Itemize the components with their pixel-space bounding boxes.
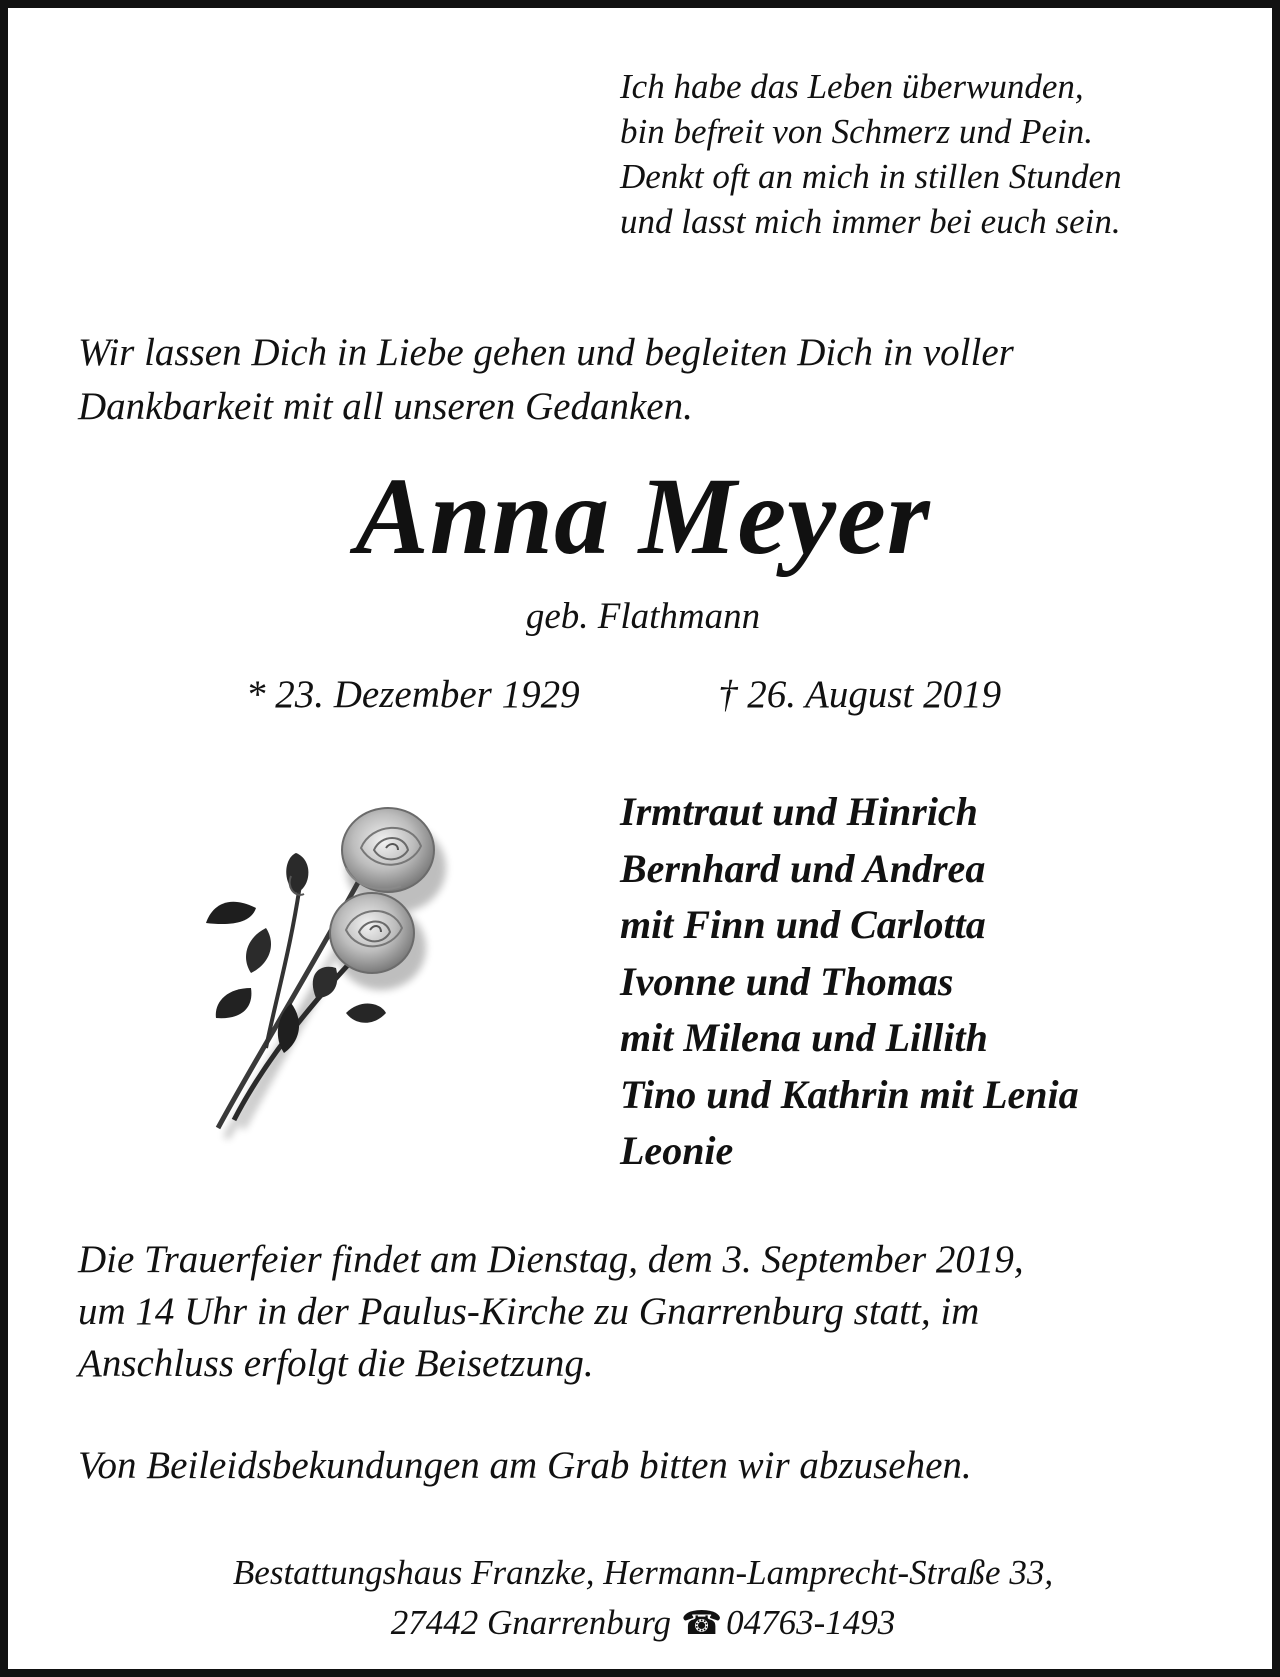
condolence-note xyxy=(78,1440,1258,1492)
mourner-line: Leonie xyxy=(620,1128,734,1173)
undertaker-address: Bestattungshaus Franzke, Hermann-Lamprecht-Straße 33, xyxy=(232,1553,1054,1592)
maiden-name: geb. Flathmann xyxy=(525,596,761,637)
note-line: Von Beileidsbekundungen am Grab bitten wir abzusehen. xyxy=(78,1444,972,1487)
deceased-name: Anna Meyer xyxy=(355,455,931,577)
birth-date: * 23. Dezember 1929 xyxy=(246,673,580,716)
undertaker-info xyxy=(8,1548,1278,1648)
death-date: † 26. August 2019 xyxy=(718,673,1002,716)
mourner-line: Irmtraut und Hinrich xyxy=(620,789,978,834)
mourner-line: Tino und Kathrin mit Lenia xyxy=(620,1071,1079,1117)
rose-icon xyxy=(196,798,456,1158)
poem-line: bin befreit von Schmerz und Pein. xyxy=(620,112,1094,151)
undertaker-contact xyxy=(8,1598,1278,1648)
funeral-service-info xyxy=(78,1234,1258,1390)
intro-text xyxy=(78,326,1228,434)
mourner-line: Bernhard und Andrea xyxy=(620,845,986,891)
intro-line: Dankbarkeit mit all unseren Gedanken. xyxy=(78,385,693,428)
mourner-line: Ivonne und Thomas xyxy=(620,958,954,1004)
mourner-line: mit Milena und Lillith xyxy=(620,1015,988,1060)
intro-line: Wir lassen Dich in Liebe gehen und begleiten Dich in voller xyxy=(78,331,1014,374)
poem-line: und lasst mich immer bei euch sein. xyxy=(620,202,1121,241)
phone-icon: ☎ xyxy=(681,1603,723,1642)
service-line: um 14 Uhr in der Paulus-Kirche zu Gnarrenburg statt, im xyxy=(78,1290,980,1333)
undertaker-city: 27442 Gnarrenburg xyxy=(390,1603,672,1642)
mourners-list xyxy=(620,784,1260,1180)
mourner-line: mit Finn und Carlotta xyxy=(620,902,986,947)
undertaker-phone: 04763-1493 xyxy=(726,1603,896,1642)
service-line: Anschluss erfolgt die Beisetzung. xyxy=(78,1342,594,1385)
service-line: Die Trauerfeier findet am Dienstag, dem 3. September 2019, xyxy=(78,1238,1024,1281)
poem-line: Denkt oft an mich in stillen Stunden xyxy=(620,157,1122,196)
poem-line: Ich habe das Leben überwunden, xyxy=(620,67,1084,106)
poem xyxy=(620,64,1240,244)
